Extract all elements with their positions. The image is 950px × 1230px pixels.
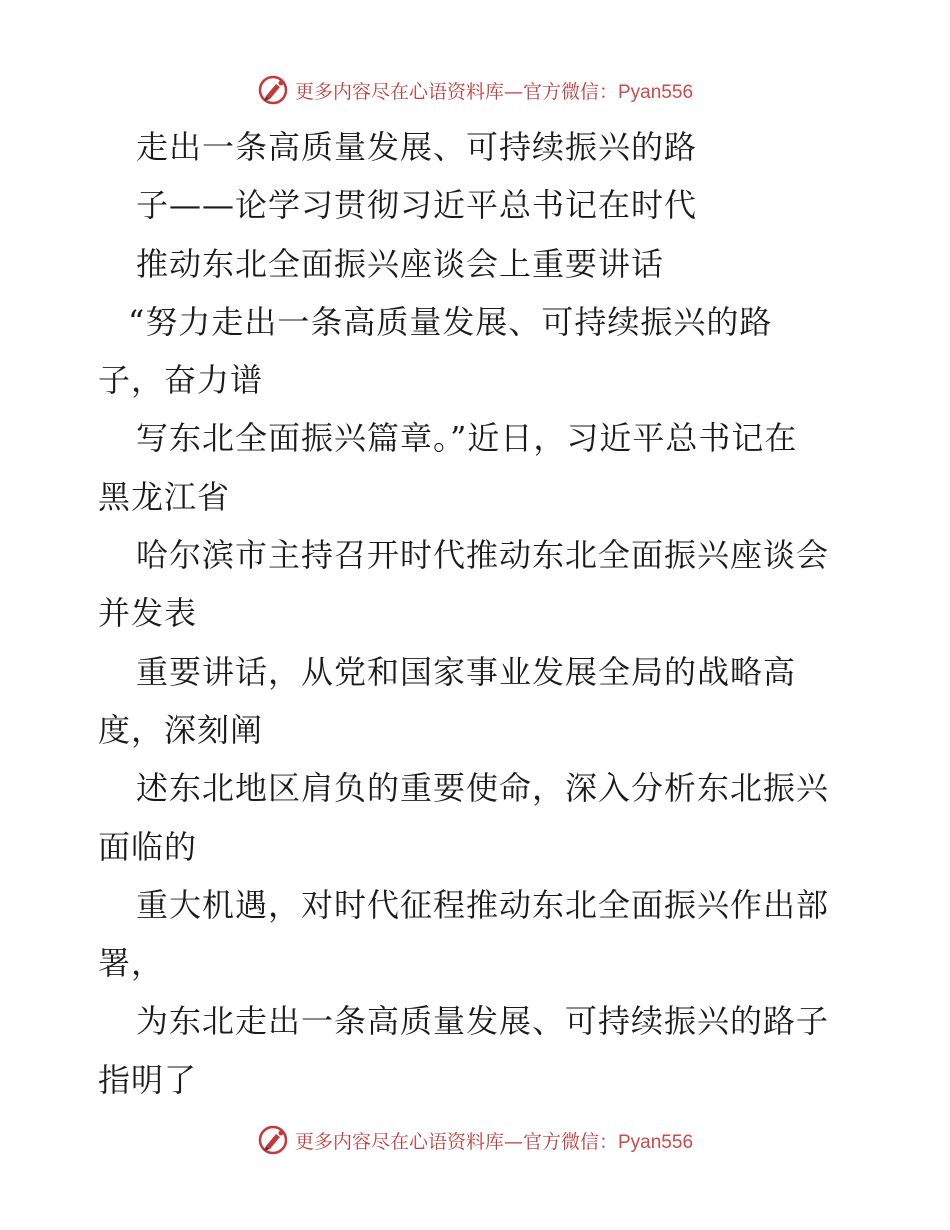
text-line: 署， xyxy=(98,944,165,983)
text-line: 指明了 xyxy=(98,1060,198,1099)
pen-nib-seal-icon xyxy=(257,74,289,106)
watermark-wechat-label: 官方微信： xyxy=(522,1130,618,1153)
text-line: 为东北走出一条高质量发展、可持续振兴的路子 xyxy=(136,1002,830,1041)
text-line: 子——论学习贯彻习近平总书记在时代 xyxy=(136,186,698,225)
text-line: 走出一条高质量发展、可持续振兴的路 xyxy=(136,128,698,166)
watermark-dash: — xyxy=(503,1130,523,1153)
text-line: 述东北地区肩负的重要使命，深入分析东北振兴 xyxy=(136,769,830,808)
watermark-text xyxy=(295,1127,693,1154)
watermark-wechat-id: Pyan556 xyxy=(618,81,694,103)
document-body xyxy=(98,118,868,1109)
text-line: 哈尔滨市主持召开时代推动东北全面振兴座谈会 xyxy=(136,536,830,575)
footer-watermark xyxy=(0,1120,950,1160)
watermark-text xyxy=(295,77,693,104)
text-line: 重大机遇，对时代征程推动东北全面振兴作出部 xyxy=(136,885,830,924)
watermark-wechat-label: 官方微信： xyxy=(522,80,618,103)
text-line: 写东北全面振兴篇章。”近日，习近平总书记在 xyxy=(136,419,798,458)
text-line: 黑龙江省 xyxy=(98,477,231,516)
watermark-main: 更多内容尽在心语资料库 xyxy=(294,1130,504,1153)
text-line: 重要讲话，从党和国家事业发展全局的战略高 xyxy=(136,652,797,691)
text-line: 度，深刻阐 xyxy=(98,710,264,749)
text-line: 面临的 xyxy=(98,827,198,866)
watermark-dash: — xyxy=(503,80,523,103)
text-line: 子，奋力谱 xyxy=(98,361,264,400)
text-line: “努力走出一条高质量发展、可持续振兴的路 xyxy=(128,302,773,341)
watermark-main: 更多内容尽在心语资料库 xyxy=(294,80,504,103)
text-line: 并发表 xyxy=(98,594,198,633)
pen-nib-seal-icon xyxy=(257,1124,289,1156)
watermark-wechat-id: Pyan556 xyxy=(618,1131,694,1153)
header-watermark xyxy=(0,70,950,110)
text-line: 推动东北全面振兴座谈会上重要讲话 xyxy=(136,244,665,283)
